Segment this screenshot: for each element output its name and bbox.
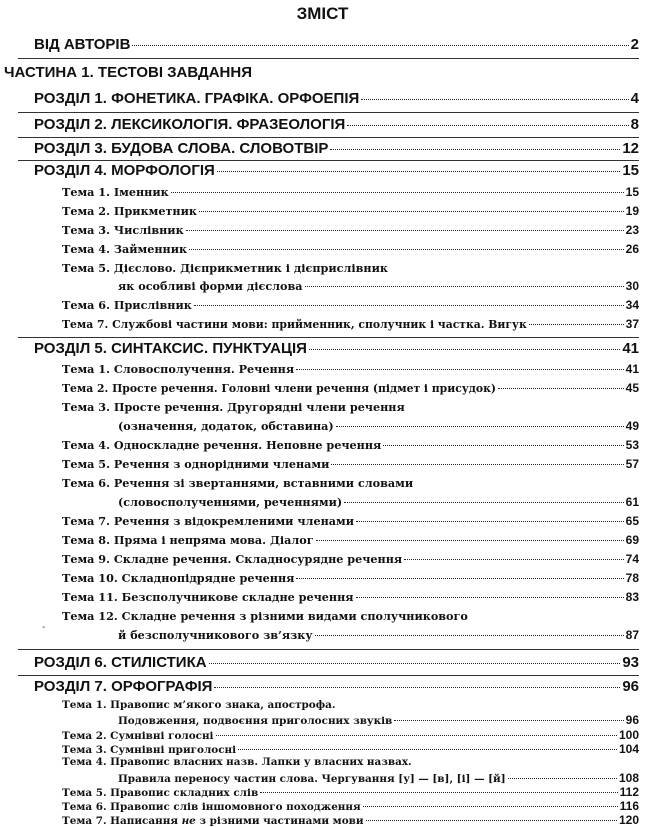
toc-topic-line: Тема 5. Дієслово. Дієприкметник і дієприслівник: [62, 261, 388, 275]
toc-topic[interactable]: [62, 298, 639, 312]
toc-page: 49: [625, 419, 639, 433]
toc-label: Тема 9. Складне речення. Складносурядне речення: [62, 552, 403, 566]
toc-label: РОЗДІЛ 4. МОРФОЛОГІЯ: [34, 162, 215, 179]
dot-leader: [309, 349, 620, 350]
toc-section-1[interactable]: [34, 90, 639, 107]
dot-leader: [315, 635, 624, 636]
dot-leader: [498, 388, 624, 389]
toc-section-6[interactable]: [34, 654, 639, 671]
toc-topic[interactable]: [62, 185, 639, 199]
toc-topic-line: Тема 12. Складне речення з різними видами сполучникового: [62, 609, 468, 623]
toc-page: 34: [625, 298, 639, 312]
toc-topic-line: Тема 1. Правопис м’якого знака, апострофа.: [62, 699, 336, 711]
divider: [18, 58, 639, 59]
toc-page: 96: [625, 713, 639, 728]
dot-leader: [316, 540, 624, 541]
toc-entry-authors[interactable]: [34, 36, 639, 53]
toc-topic[interactable]: [62, 381, 639, 395]
dot-leader: [199, 211, 624, 212]
toc-page: 100: [618, 727, 639, 742]
dot-leader: [194, 305, 624, 306]
dot-leader: [214, 687, 620, 688]
dot-leader: [356, 521, 624, 522]
toc-page: 37: [625, 317, 639, 331]
toc-page: 93: [622, 654, 639, 671]
page-title: ЗМІСТ: [296, 4, 349, 23]
toc-topic[interactable]: [118, 279, 639, 293]
dot-leader: [296, 369, 624, 370]
toc-page: 4: [630, 90, 639, 107]
divider: [18, 649, 639, 650]
dot-leader: [186, 230, 624, 231]
toc-topic[interactable]: [62, 317, 639, 331]
dot-leader: [344, 502, 623, 503]
dot-leader: [508, 778, 617, 779]
toc-label: Тема 11. Безсполучникове складне речення: [62, 590, 354, 604]
toc-label: Тема 1. Іменник: [62, 185, 169, 199]
dot-leader: [361, 99, 628, 100]
dot-leader: [383, 445, 623, 446]
toc-topic[interactable]: [62, 742, 639, 756]
dot-leader: [189, 249, 624, 250]
toc-page: 108: [618, 770, 639, 785]
toc-page: 96: [622, 678, 639, 695]
toc-page: 83: [625, 590, 639, 604]
toc-topic[interactable]: [62, 799, 639, 813]
toc-label: РОЗДІЛ 1. ФОНЕТИКА. ГРАФІКА. ОРФОЕПІЯ: [34, 90, 360, 107]
toc-label: Тема 7. Речення з відокремленими членами: [62, 514, 355, 528]
toc-label: як особливі форми дієслова: [118, 279, 303, 293]
toc-label: РОЗДІЛ 3. БУДОВА СЛОВА. СЛОВОТВІР: [34, 140, 329, 157]
dot-leader: [331, 464, 623, 465]
toc-page: 30: [625, 279, 639, 293]
toc-topic[interactable]: [62, 571, 639, 585]
toc-topic[interactable]: [62, 223, 639, 237]
toc-label: Тема 6. Прислівник: [62, 298, 192, 312]
toc-page: 12: [622, 140, 639, 157]
toc-topic[interactable]: [62, 242, 639, 256]
toc-label: Тема 2. Сумнівні голосні: [62, 729, 214, 742]
toc-page: 87: [625, 628, 639, 642]
dot-leader: [394, 720, 623, 721]
toc-label: РОЗДІЛ 7. ОРФОГРАФІЯ: [34, 678, 213, 695]
dot-leader: [296, 578, 623, 579]
dot-leader: [529, 324, 624, 325]
toc-page: 65: [625, 514, 639, 528]
toc-topic[interactable]: [62, 813, 639, 827]
toc-label-part: з різними частинами мови: [195, 815, 364, 827]
dot-leader: [132, 45, 628, 46]
toc-label: й безсполучникового зв’язку: [118, 628, 313, 642]
toc-label: Тема 5. Речення з однорідними членами: [62, 457, 330, 471]
toc-page: 2: [630, 36, 639, 53]
toc-label: Тема 8. Пряма і непряма мова. Діалог: [62, 533, 314, 547]
toc-section-2[interactable]: [34, 116, 639, 133]
toc-page: 61: [625, 495, 639, 509]
toc-section-3[interactable]: [34, 140, 639, 157]
toc-topic-line: Тема 4. Правопис власних назв. Лапки у власних назвах.: [62, 756, 412, 769]
toc-topic[interactable]: [62, 514, 639, 528]
dot-leader: [171, 192, 624, 193]
toc-label: Тема 6. Правопис слів іншомовного походження: [62, 801, 361, 814]
toc-page: 112: [619, 784, 639, 799]
toc-page: 15: [622, 162, 639, 179]
toc-topic[interactable]: [62, 552, 639, 566]
toc-section-5[interactable]: [34, 340, 639, 357]
divider: [18, 112, 639, 113]
dot-leader: [366, 820, 617, 821]
toc-topic[interactable]: [118, 495, 639, 509]
toc-topic[interactable]: [62, 533, 639, 547]
toc-page: 23: [625, 223, 639, 237]
dot-leader: [305, 286, 624, 287]
toc-label: Тема 5. Правопис складних слів: [62, 786, 259, 799]
toc-page: 57: [625, 457, 639, 471]
toc-label: Тема 2. Просте речення. Головні члени речення (підмет і присудок): [62, 382, 497, 395]
toc-page: 8: [630, 116, 639, 133]
toc-section-4[interactable]: [34, 162, 639, 179]
dot-leader: [330, 149, 620, 150]
toc-page: 41: [622, 340, 639, 357]
toc-page: 19: [625, 204, 639, 218]
dot-leader: [363, 806, 618, 807]
toc-page: 53: [625, 438, 639, 452]
toc-topic[interactable]: [118, 771, 639, 785]
toc-label: Тема 4. Займенник: [62, 242, 188, 256]
toc-label-emphasis: не: [181, 815, 196, 827]
toc-label: ВІД АВТОРІВ: [34, 36, 131, 53]
dot-leader: [217, 171, 621, 172]
divider: [18, 337, 639, 338]
dot-leader: [404, 559, 623, 560]
toc-topic[interactable]: [62, 204, 639, 218]
toc-topic[interactable]: [118, 628, 639, 642]
toc-page: 26: [625, 242, 639, 256]
dot-leader: [347, 125, 628, 126]
toc-label: Тема 3. Сумнівні приголосні: [62, 743, 237, 756]
toc-label: РОЗДІЛ 6. СТИЛІСТИКА: [34, 654, 207, 671]
toc-page: 45: [625, 381, 639, 395]
toc-topic[interactable]: [118, 713, 639, 727]
toc-topic-line: Тема 6. Речення зі звертаннями, вставними словами: [62, 476, 414, 490]
toc-label: Тема 2. Прикметник: [62, 204, 197, 218]
toc-section-7[interactable]: [34, 678, 639, 695]
toc-label-part: Тема 7. Написання: [62, 815, 182, 827]
toc-label: Правила переносу частин слова. Чергування [у] — [в], [і] — [й]: [118, 772, 506, 785]
dot-leader: [356, 597, 624, 598]
toc-topic[interactable]: [62, 457, 639, 471]
toc-label: [62, 815, 364, 827]
toc-topic[interactable]: [62, 362, 639, 376]
toc-page: 69: [625, 533, 639, 547]
toc-label: Тема 10. Складнопідрядне речення: [62, 571, 295, 585]
dot-leader: [260, 792, 617, 793]
toc-label: РОЗДІЛ 5. СИНТАКСИС. ПУНКТУАЦІЯ: [34, 340, 307, 357]
toc-topic[interactable]: [62, 728, 639, 742]
toc-label: (словосполученнями, реченнями): [118, 495, 343, 509]
dot-leader: [238, 749, 617, 750]
toc-page: 15: [625, 185, 639, 199]
toc-topic[interactable]: [118, 419, 639, 433]
toc-label: Тема 4. Односкладне речення. Неповне речення: [62, 438, 382, 452]
toc-page: 78: [625, 571, 639, 585]
divider: [18, 137, 639, 138]
toc-label: РОЗДІЛ 2. ЛЕКСИКОЛОГІЯ. ФРАЗЕОЛОГІЯ: [34, 116, 346, 133]
toc-page: 104: [618, 741, 639, 756]
toc-topic[interactable]: [62, 785, 639, 799]
toc-page: 120: [618, 813, 639, 827]
toc-label: Тема 7. Службові частини мови: прийменник, сполучник і частка. Вигук: [62, 318, 527, 331]
toc-label: Подовження, подвоєння приголосних звуків: [118, 715, 393, 728]
divider: [18, 675, 639, 676]
part-heading: ЧАСТИНА 1. ТЕСТОВІ ЗАВДАННЯ: [4, 64, 252, 81]
scan-mark: -: [42, 622, 46, 633]
toc-label: Тема 1. Словосполучення. Речення: [62, 362, 295, 376]
toc-label: (означення, додаток, обставина): [118, 419, 334, 433]
dot-leader: [209, 663, 621, 664]
toc-page: 74: [625, 552, 639, 566]
toc-topic[interactable]: [62, 590, 639, 604]
toc-topic-line: Тема 3. Просте речення. Другорядні члени речення: [62, 400, 405, 414]
divider: [18, 160, 639, 161]
toc-topic[interactable]: [62, 438, 639, 452]
dot-leader: [216, 735, 617, 736]
toc-page: 116: [619, 799, 639, 814]
toc-page: 41: [625, 362, 639, 376]
toc-label: Тема 3. Числівник: [62, 223, 184, 237]
dot-leader: [336, 426, 624, 427]
